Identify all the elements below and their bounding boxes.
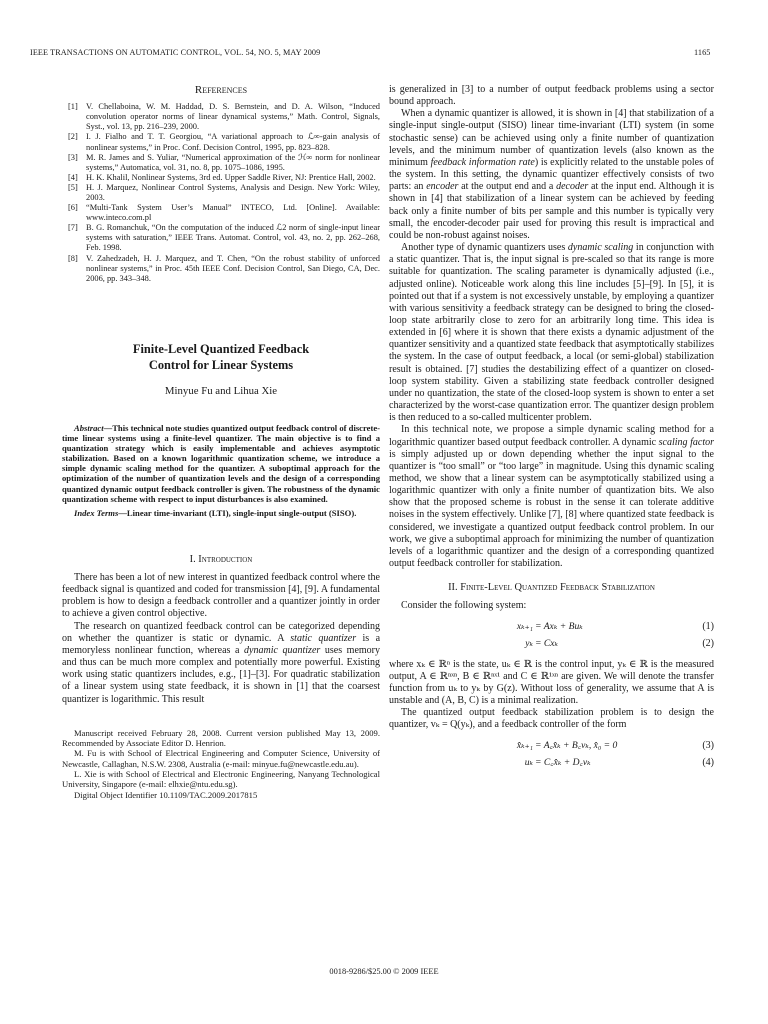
- article-authors: Minyue Fu and Lihua Xie: [164, 384, 278, 397]
- references-heading: References: [194, 84, 248, 96]
- reference-item: [8] V. Zahedzadeh, H. J. Marquez, and T. Chen, “On the robust stability of unforced nonlinear systems,” in Proc. 45th IEEE Conf. Decision Control, San Diego, CA, Dec. 2006, pp. 343–348.: [68, 253, 380, 283]
- body-paragraph: where xₖ ∈ ℝⁿ is the state, uₖ ∈ ℝ is the control input, yₖ ∈ ℝ is the measured output, A ∈ ℝⁿˣⁿ, B ∈ ℝⁿˣ¹ and C ∈ ℝ¹ˣⁿ are given. We will denote the transfer function from uₖ to yₖ by G(z). Without loss of generality, we assume that A is unstable and (A, B, C) is a minimal realization.: [389, 658, 714, 707]
- article-title: Finite-Level Quantized Feedback Control for Linear Systems: [132, 341, 310, 372]
- section-2-heading: II. Finite-Level Quantized Feedback Stabilization: [448, 582, 655, 594]
- section-1-heading: I. Introduction: [189, 553, 253, 565]
- equation: x̂ₖ₊₁ = A꜀x̂ₖ + B꜀vₖ, x̂₀ = 0 (3): [516, 739, 714, 751]
- body-paragraph: The quantized output feedback stabilization problem is to design the quantizer, vₖ = Q(yₖ), and a feedback controller of the form: [389, 707, 714, 731]
- running-header: IEEE TRANSACTIONS ON AUTOMATIC CONTROL, VOL. 54, NO. 5, MAY 2009: [30, 48, 321, 57]
- equation: uₖ = C꜀x̂ₖ + D꜀vₖ (4): [524, 756, 714, 768]
- left-column: [62, 84, 380, 800]
- body-paragraph: Another type of dynamic quantizers uses dynamic scaling in conjunction with a static quantizer. That is, the input signal is pre-scaled so that its range is more suitable for quantization. The scaling parameter is dynamically adjusted (i.e., adjusted online). Noticeable work along this line includes [5]–[9]. In [5], it is pointed out that if a system is not excessively unstable, by employing a quantizer with various sensitivity a feedback strategy can be designed to bring the closed-loop state arbitrarily close to zero for an arbitrarily long time. This idea is extended in [6] where it is shown that there exists a dynamic adjustment of the quantizer sensitivity and a quantized state feedback that asymptotically stabilizes the system. In the case of output feedback, a local (or semi-global) stabilization result is obtained. [7] studies the destabilizing effect of a quantizer on closed-loop system stability. Given a stabilizing state feedback controller designed under no quantization, the state of the closed-loop system is shown to enter a set characterized by the worst-case quantization error. The quantizer design problem is then reduced to a so-called multicenter problem.: [389, 242, 714, 424]
- reference-item: [7] B. G. Romanchuk, “On the computation of the induced ℒ2 norm of single-input linear systems with saturation,” IEEE Trans. Automat. Control, vol. 43, no. 2, pp. 262–268, Feb. 1998.: [68, 223, 380, 253]
- copyright-footer: 0018-9286/$25.00 © 2009 IEEE: [329, 967, 439, 976]
- reference-item: [1] V. Chellaboina, W. M. Haddad, D. S. Bernstein, and D. A. Wilson, “Induced convolution operator norms of linear dynamical systems,” Math. Control, Signals, Syst., vol. 13, pp. 216–239, 2000.: [68, 102, 380, 132]
- page-number: 1165: [694, 48, 711, 57]
- body-paragraph: In this technical note, we propose a simple dynamic scaling method for a logarithmic quantizer based output feedback controller. A dynamic scaling factor is simply adjusted up or down depending whether the input signal to the quantizer is “too small” or “too large” in magnitude. Using this dynamic scaling method, we show that a linear system can be asymptotically stabilized using a logarithmic quantizer with only a finite number of quantization bits. We also show that the proposed scheme is robust in the sense it can tolerate additive noises in the system effectively. Unlike [7], [8] where quantized state feedback is considered, we investigate a quantized output feedback control problem. In our work, we give a suboptimal approach for minimizing the number of quantization levels of a logarithmic quantizer and the design of a corresponding quantized output feedback controller for stabilization.: [389, 424, 714, 570]
- reference-item: [4] H. K. Khalil, Nonlinear Systems, 3rd ed. Upper Saddle River, NJ: Prentice Hall, 2002.: [68, 172, 376, 182]
- body-paragraph: is generalized in [3] to a number of output feedback problems using a sector bound approach.: [389, 84, 714, 108]
- body-paragraph: Consider the following system:: [401, 600, 527, 612]
- footnote: Manuscript received February 28, 2008. Current version published May 13, 2009. Recommended by Associate Editor D. Henrion. M. Fu is with School of Electrical Engineering and Computer Science, University of Newcastle, Callaghan, N.S.W. 2308, Australia (e-mail: minyue.fu@newcastle.edu.au). L. Xie is with School of Electrical and Electronic Engineering, Nanyang Technological University, Singapore (e-mail: elhxie@ntu.edu.sg). Digital Object Identifier 10.1109/TAC.2009.2017815: [62, 727, 380, 800]
- index-terms: Index Terms—Linear time-invariant (LTI), single-input single-output (SISO).: [74, 507, 357, 518]
- reference-item: [5] H. J. Marquez, Nonlinear Control Systems, Analysis and Design. New York: Wiley, 2003.: [68, 182, 380, 202]
- equation: xₖ₊₁ = Axₖ + Buₖ (1): [516, 620, 714, 632]
- intro-paragraph: The research on quantized feedback control can be categorized depending on whether the quantizer is static or dynamic. A static quantizer is a memoryless nonlinear function, whereas a dynamic quantizer uses memory and thus can be much more complex and potentially more powerful. Existing work using static quantizers includes, e.g., [1]–[3]. For quadratic stabilization of a linear system using state feedback, it is shown in [1] that the coarsest quantizer is logarithmic. This result: [62, 620, 381, 705]
- abstract: Abstract—This technical note studies quantized output feedback control of discrete-time linear systems using a finite-level quantizer. The main objective is to find a quantization strategy which is easily implementable and achieves asymptotic stabilization. Based on a known logarithmic quantization scheme, we introduce a simple dynamic scaling method for the quantizer. A suboptimal approach for the optimization of the number of quantization levels and the design of a corresponding quantized dynamic output feedback controller is given. The robustness of the dynamic quantization scheme with respect to input disturbances is also examined.: [62, 423, 380, 504]
- reference-list: [62, 102, 380, 284]
- body-paragraph: When a dynamic quantizer is allowed, it is shown in [4] that stabilization of a single-input single-output (SISO) linear time-invariant (LTI) system (in some stochastic sense) can be achieved using only a finite number of quantization levels, and the minimum number of quantization levels (also known as the minimum feedback information rate) is explicitly related to the unstable poles of the system. In this setting, the dynamic quantizer effectively consists of two parts: an encoder at the output end and a decoder at the input end. Although it is shown in [4] that stabilization of a linear system can be achieved by feeding back only a finite number of bits per sample and this number is typically very small, the encoder-decoder pair used for proving this result is impractical and could be non-robust against noises.: [389, 108, 715, 241]
- intro-paragraph: There has been a lot of new interest in quantized feedback control where the feedback signal is quantized and coded for transmission [4], [9]. A fundamental problem is how to design a feedback controller and a quantizer jointly in order to achieve a given control objective.: [62, 572, 380, 620]
- reference-item: [2] I. J. Fialho and T. T. Georgiou, “A variational approach to ℒ∞-gain analysis of nonlinear systems,” in Proc. Conf. Decision Control, 1995, pp. 823–828.: [68, 132, 380, 152]
- reference-item: [3] M. R. James and S. Yuliar, “Numerical approximation of the ℋ∞ norm for nonlinear systems,” Automatica, vol. 31, no. 8, pp. 1075–1086, 1995.: [68, 152, 380, 172]
- equation: yₖ = Cxₖ (2): [525, 637, 714, 649]
- reference-item: [6] “Multi-Tank System User’s Manual” INTECO, Ltd. [Online]. Available: www.inteco.com.pl: [68, 203, 380, 223]
- right-column: [389, 84, 714, 772]
- doi: Digital Object Identifier 10.1109/TAC.2009.2017815: [74, 789, 258, 800]
